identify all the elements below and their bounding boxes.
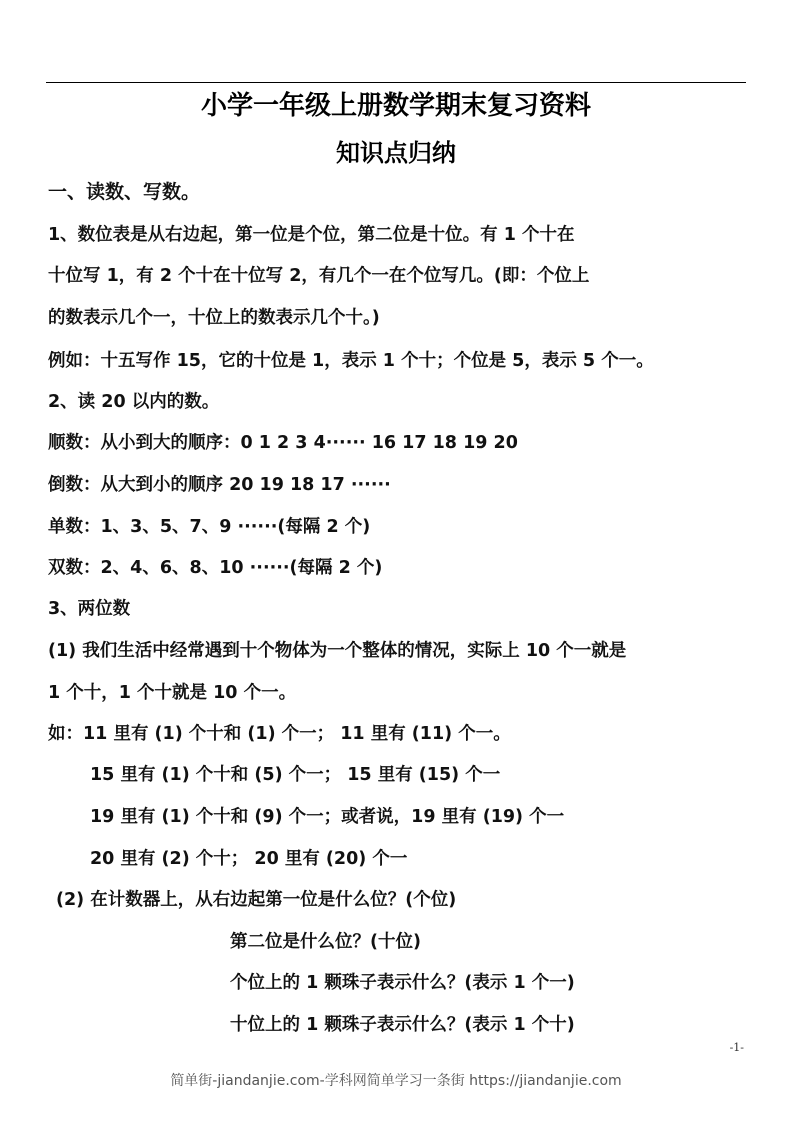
page-number: -1-: [729, 1041, 744, 1054]
text-line: 的数表示几个一，十位上的数表示几个十。): [48, 308, 380, 328]
section-heading: 一、读数、写数。: [48, 181, 201, 203]
text-line: 十位写 1，有 2 个十在十位写 2，有几个一在个位写几。(即：个位上: [48, 266, 590, 286]
text-line: 15 里有 (1) 个十和 (5) 个一； 15 里有 (15) 个一: [90, 765, 501, 785]
header-rule: [46, 82, 746, 83]
text-line: 十位上的 1 颗珠子表示什么？(表示 1 个十): [230, 1015, 575, 1035]
document-subtitle: 知识点归纳: [336, 139, 456, 167]
text-line: 3、两位数: [48, 599, 131, 619]
text-line: 顺数：从小到大的顺序：0 1 2 3 4······ 16 17 18 19 20: [48, 433, 518, 453]
text-line: 1 个十，1 个十就是 10 个一。: [48, 683, 297, 703]
text-line: 19 里有 (1) 个十和 (9) 个一；或者说，19 里有 (19) 个一: [90, 807, 565, 827]
text-line: 单数：1、3、5、7、9 ······(每隔 2 个): [48, 517, 371, 537]
text-line: 倒数：从大到小的顺序 20 19 18 17 ······: [48, 475, 391, 495]
text-line: 第二位是什么位？(十位): [230, 932, 421, 952]
page-footer: 简单街-jiandanjie.com-学科网简单学习一条街 https://jiandanjie.com: [170, 1073, 622, 1089]
text-line: (2) 在计数器上，从右边起第一位是什么位？(个位): [56, 890, 457, 910]
text-line: 2、读 20 以内的数。: [48, 392, 220, 412]
text-line: 例如：十五写作 15，它的十位是 1，表示 1 个十；个位是 5，表示 5 个一。: [48, 351, 654, 371]
text-line: 个位上的 1 颗珠子表示什么？(表示 1 个一): [230, 973, 575, 993]
document-title: 小学一年级上册数学期末复习资料: [200, 91, 591, 121]
text-line: 如：11 里有 (1) 个十和 (1) 个一； 11 里有 (11) 个一。: [48, 724, 511, 744]
text-line: (1) 我们生活中经常遇到十个物体为一个整体的情况，实际上 10 个一就是: [48, 641, 627, 661]
text-line: 双数：2、4、6、8、10 ······(每隔 2 个): [48, 558, 383, 578]
text-line: 1、数位表是从右边起，第一位是个位，第二位是十位。有 1 个十在: [48, 225, 575, 245]
text-line: 20 里有 (2) 个十； 20 里有 (20) 个一: [90, 849, 408, 869]
